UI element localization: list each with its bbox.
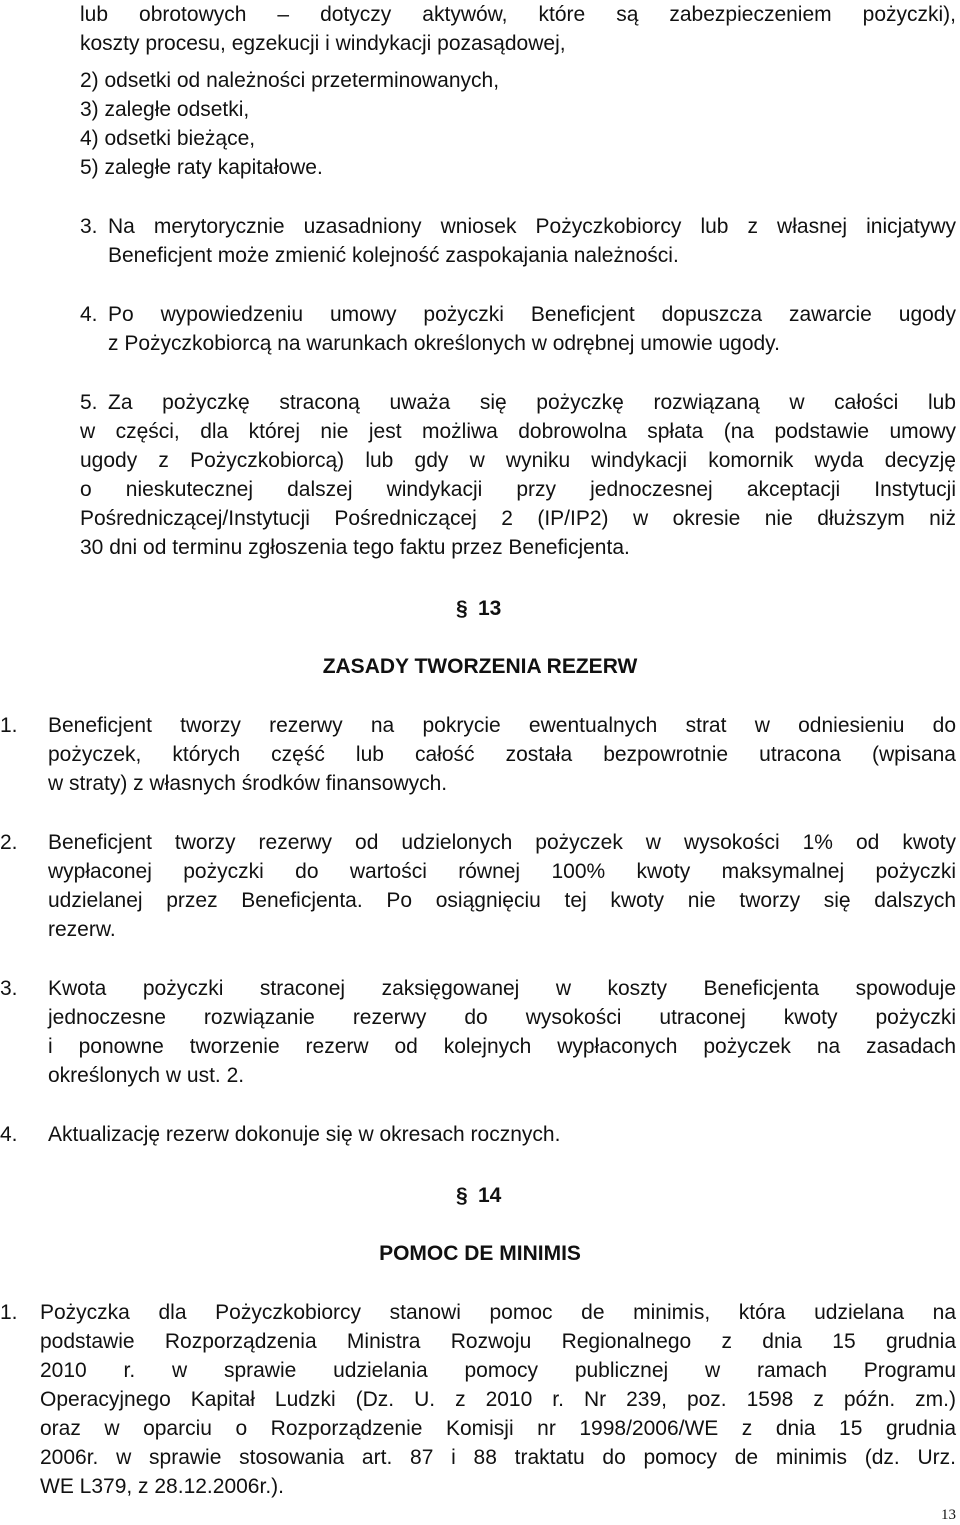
item-number: 4. [80,303,98,326]
paragraph-line: ugody z Pożyczkobiorcą) lub gdy w wyniku windykacji komornik wyda decyzję [80,449,956,472]
paragraph-line: i ponowne tworzenie rezerw od kolejnych wypłaconych pożyczek na zasadach [48,1035,956,1058]
paragraph-line: Aktualizację rezerw dokonuje się w okresach rocznych. [48,1123,561,1146]
paragraph-line: o nieskutecznej dalszej windykacji przy jednoczesnej akceptacji Instytucji [80,478,956,501]
text-line: lub obrotowych – dotyczy aktywów, które są zabezpieczeniem pożyczki), [80,3,956,26]
paragraph-line: 2010 r. w sprawie udzielania pomocy publicznej w ramach Programu [40,1359,956,1382]
section-sign: § [456,1184,468,1207]
paragraph-line: rezerw. [48,918,116,941]
paragraph-line: WE L379, z 28.12.2006r.). [40,1475,284,1498]
section-number: 14 [478,1184,502,1207]
paragraph-line: udzielanej przez Beneficjenta. Po osiągnięciu tej kwoty nie tworzy się dalszych [48,889,956,912]
paragraph-line: podstawie Rozporządzenia Ministra Rozwoju Regionalnego z dnia 15 grudnia [40,1330,956,1353]
section-number: 13 [478,597,502,620]
item-number: 5. [80,391,98,414]
paragraph-line: Na merytorycznie uzasadniony wniosek Pożyczkobiorcy lub z własnej inicjatywy [108,215,956,238]
paragraph-line: Operacyjnego Kapitał Ludzki (Dz. U. z 2010 r. Nr 239, poz. 1598 z późn. zm.) [40,1388,956,1411]
page-number: 13 [941,1507,956,1523]
paragraph-line: w straty) z własnych środków finansowych. [48,772,448,795]
paragraph-line: Za pożyczkę straconą uważa się pożyczkę rozwiązaną w całości lub [108,391,956,414]
paragraph-line: 2006r. w sprawie stosowania art. 87 i 88 traktatu do pomocy de minimis (dz. Urz. [40,1446,956,1469]
paragraph-line: 30 dni od terminu zgłoszenia tego faktu przez Beneficjenta. [80,536,630,559]
text-line: koszty procesu, egzekucji i windykacji pozasądowej, [80,32,566,55]
paragraph-line: Beneficjent może zmienić kolejność zaspokajania należności. [108,244,679,267]
paragraph-line: Pośredniczącej/Instytucji Pośredniczącej 2 (IP/IP2) w okresie nie dłuższym niż [80,507,956,530]
section-title: ZASADY TWORZENIA REZERW [322,655,638,678]
paragraph-line: Kwota pożyczki straconej zaksięgowanej w koszty Beneficjenta spowoduje [48,977,956,1000]
paragraph-line: Po wypowiedzeniu umowy pożyczki Beneficjent dopuszcza zawarcie ugody [108,303,956,326]
item-number: 1. [0,1301,18,1324]
item-number: 4. [0,1123,18,1146]
paragraph-line: w części, dla której nie jest możliwa dobrowolna spłata (na podstawie umowy [80,420,956,443]
paragraph-line: wypłaconej pożyczki do wartości równej 100% kwoty maksymalnej pożyczki [48,860,956,883]
section-sign: § [456,597,468,620]
paragraph-line: Pożyczka dla Pożyczkobiorcy stanowi pomoc de minimis, która udzielana na [40,1301,956,1324]
section-title: POMOC DE MINIMIS [379,1242,581,1265]
paragraph-line: pożyczek, których część lub całość została bezpowrotnie utracona (wpisana [48,743,956,766]
paragraph-line: Beneficjent tworzy rezerwy od udzielonych pożyczek w wysokości 1% od kwoty [48,831,956,854]
list-item: 4) odsetki bieżące, [80,127,256,150]
paragraph-line: Beneficjent tworzy rezerwy na pokrycie ewentualnych strat w odniesieniu do [48,714,956,737]
list-item: 2) odsetki od należności przeterminowanych, [80,69,500,92]
item-number: 1. [0,714,18,737]
list-item: 5) zaległe raty kapitałowe. [80,156,323,179]
item-number: 3. [0,977,18,1000]
paragraph-line: określonych w ust. 2. [48,1064,245,1087]
paragraph-line: z Pożyczkobiorcą na warunkach określonych w odrębnej umowie ugody. [108,332,780,355]
paragraph-line: oraz w oparciu o Rozporządzenie Komisji nr 1998/2006/WE z dnia 15 grudnia [40,1417,956,1440]
item-number: 3. [80,215,98,238]
paragraph-line: jednoczesne rozwiązanie rezerwy do wysokości utraconej kwoty pożyczki [48,1006,956,1029]
item-number: 2. [0,831,18,854]
list-item: 3) zaległe odsetki, [80,98,250,121]
